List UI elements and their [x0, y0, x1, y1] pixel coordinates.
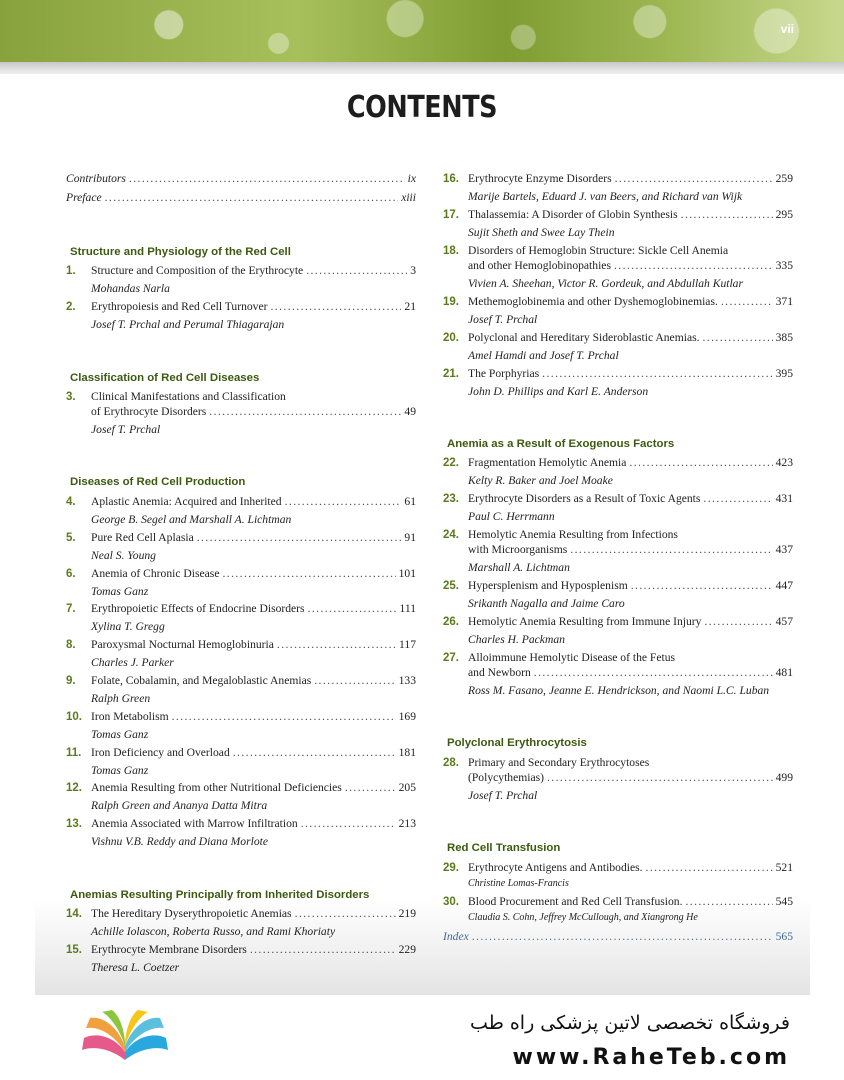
chapter-authors: Achille Iolascon, Roberta Russo, and Rami Khoriaty — [91, 925, 336, 938]
chapter-authors: Tomas Ganz — [91, 764, 149, 777]
chapter-authors: Vivien A. Sheehan, Victor R. Gordeuk, and Abdullah Kutlar — [468, 277, 743, 290]
chapter-authors: Mohandas Narla — [91, 282, 170, 295]
toc-chapter[interactable]: (Polycythemias) ..... 499 — [443, 771, 793, 787]
toc-chapter[interactable]: 2. Erythropoiesis and Red Cell Turnover ..... 21 — [66, 300, 416, 316]
chapter-authors: Charles J. Parker — [91, 656, 174, 669]
chapter-authors: Marije Bartels, Eduard J. van Beers, and Richard van Wijk — [468, 190, 743, 203]
book-logo-icon — [80, 1008, 170, 1068]
toc-chapter[interactable]: 8. Paroxysmal Nocturnal Hemoglobinuria ..... 117 — [66, 638, 416, 654]
section-heading: Red Cell Transfusion — [447, 842, 561, 854]
chapter-authors: Xylina T. Gregg — [91, 620, 165, 633]
chapter-authors: Tomas Ganz — [91, 585, 149, 598]
toc-chapter[interactable]: and Newborn ..... 481 — [443, 666, 793, 682]
chapter-authors: Ralph Green and Ananya Datta Mitra — [91, 799, 268, 812]
toc-chapter[interactable]: 6. Anemia of Chronic Disease ..... 101 — [66, 567, 416, 583]
section-heading: Anemia as a Result of Exogenous Factors — [447, 438, 675, 450]
toc-contributors[interactable]: Contributors ..... ix — [66, 172, 416, 188]
toc-chapter[interactable]: 25. Hypersplenism and Hyposplenism ..... 447 — [443, 579, 793, 595]
chapter-authors: Kelty R. Baker and Joel Moake — [468, 474, 613, 487]
toc-chapter[interactable]: of Erythrocyte Disorders ..... 49 — [66, 405, 416, 421]
section-heading: Anemias Resulting Principally from Inherited Disorders — [70, 889, 370, 901]
page-number: vii — [780, 22, 794, 36]
chapter-authors: Josef T. Prchal — [468, 313, 538, 326]
header-banner — [0, 0, 844, 62]
chapter-authors: Josef T. Prchal — [91, 423, 161, 436]
chapter-authors: Amel Hamdi and Josef T. Prchal — [468, 349, 619, 362]
chapter-authors: Christine Lomas-Francis — [468, 878, 569, 889]
chapter-authors: George B. Segel and Marshall A. Lichtman — [91, 513, 292, 526]
toc-chapter-line1[interactable]: 3. Clinical Manifestations and Classification — [66, 390, 286, 403]
toc-chapter[interactable]: and other Hemoglobinopathies ..... 335 — [443, 259, 793, 275]
chapter-authors: Marshall A. Lichtman — [468, 561, 570, 574]
section-heading: Diseases of Red Cell Production — [70, 476, 246, 488]
chapter-authors: Josef T. Prchal and Perumal Thiagarajan — [91, 318, 285, 331]
toc-chapter[interactable]: 23. Erythrocyte Disorders as a Result of Toxic Agents ..... 431 — [443, 492, 793, 508]
chapter-authors: Srikanth Nagalla and Jaime Caro — [468, 597, 625, 610]
toc-chapter[interactable]: with Microorganisms ..... 437 — [443, 543, 793, 559]
toc-chapter[interactable]: 15. Erythrocyte Membrane Disorders ..... 229 — [66, 943, 416, 959]
header-shadow — [0, 62, 844, 74]
chapter-authors: Ross M. Fasano, Jeanne E. Hendrickson, and Naomi L.C. Luban — [468, 684, 770, 697]
chapter-authors: Claudia S. Cohn, Jeffrey McCullough, and Xiangrong He — [468, 912, 698, 923]
toc-chapter-line1[interactable]: 28. Primary and Secondary Erythrocytoses — [443, 756, 650, 769]
section-heading: Polyclonal Erythrocytosis — [447, 737, 587, 749]
chapter-authors: Vishnu V.B. Reddy and Diana Morlote — [91, 835, 268, 848]
toc-chapter-line1[interactable]: 18. Disorders of Hemoglobin Structure: Sickle Cell Anemia — [443, 244, 729, 257]
chapter-authors: John D. Phillips and Karl E. Anderson — [468, 385, 649, 398]
chapter-authors: Sujit Sheth and Swee Lay Thein — [468, 226, 615, 239]
toc-chapter[interactable]: 13. Anemia Associated with Marrow Infiltration ..... 213 — [66, 817, 416, 833]
chapter-authors: Paul C. Herrmann — [468, 510, 555, 523]
toc-chapter[interactable]: 16. Erythrocyte Enzyme Disorders ..... 259 — [443, 172, 793, 188]
toc-index[interactable]: Index ..... 565 — [443, 930, 793, 946]
toc-chapter[interactable]: 19. Methemoglobinemia and other Dyshemoglobinemias. ..... 371 — [443, 295, 793, 311]
toc-chapter[interactable]: 17. Thalassemia: A Disorder of Globin Synthesis ..... 295 — [443, 208, 793, 224]
toc-chapter[interactable]: 9. Folate, Cobalamin, and Megaloblastic Anemias ..... 133 — [66, 674, 416, 690]
chapter-authors: Josef T. Prchal — [468, 789, 538, 802]
toc-chapter[interactable]: 26. Hemolytic Anemia Resulting from Immune Injury ..... 457 — [443, 615, 793, 631]
chapter-authors: Tomas Ganz — [91, 728, 149, 741]
section-heading: Classification of Red Cell Diseases — [70, 372, 260, 384]
store-url[interactable]: www.RaheTeb.com — [512, 1045, 790, 1070]
toc-chapter[interactable]: 10. Iron Metabolism ..... 169 — [66, 710, 416, 726]
toc-chapter[interactable]: 29. Erythrocyte Antigens and Antibodies. ..... 521 — [443, 861, 793, 877]
toc-preface[interactable]: Preface ..... xiii — [66, 191, 416, 207]
toc-chapter[interactable]: 1. Structure and Composition of the Erythrocyte ..... 3 — [66, 264, 416, 280]
chapter-authors: Theresa L. Coetzer — [91, 961, 180, 974]
toc-chapter[interactable]: 14. The Hereditary Dyserythropoietic Anemias ..... 219 — [66, 907, 416, 923]
toc-chapter[interactable]: 21. The Porphyrias ..... 395 — [443, 367, 793, 383]
toc-chapter[interactable]: 4. Aplastic Anemia: Acquired and Inherited ..... 61 — [66, 495, 416, 511]
chapter-authors: Charles H. Packman — [468, 633, 565, 646]
toc-chapter[interactable]: 22. Fragmentation Hemolytic Anemia ..... 423 — [443, 456, 793, 472]
toc-chapter-line1[interactable]: 24. Hemolytic Anemia Resulting from Infections — [443, 528, 678, 541]
toc-chapter[interactable]: 20. Polyclonal and Hereditary Sideroblastic Anemias. ..... 385 — [443, 331, 793, 347]
toc-chapter-line1[interactable]: 27. Alloimmune Hemolytic Disease of the Fetus — [443, 651, 676, 664]
toc-chapter[interactable]: 12. Anemia Resulting from other Nutritional Deficiencies ..... 205 — [66, 781, 416, 797]
store-name: فروشگاه تخصصی لاتین پزشکی راه طب — [470, 1012, 790, 1034]
chapter-authors: Neal S. Young — [91, 549, 156, 562]
toc-chapter[interactable]: 7. Erythropoietic Effects of Endocrine Disorders ..... 111 — [66, 602, 416, 618]
section-heading: Structure and Physiology of the Red Cell — [70, 246, 291, 258]
page-title: CONTENTS — [346, 90, 498, 125]
chapter-authors: Ralph Green — [91, 692, 151, 705]
toc-chapter[interactable]: 11. Iron Deficiency and Overload ..... 181 — [66, 746, 416, 762]
toc-chapter[interactable]: 30. Blood Procurement and Red Cell Transfusion. ..... 545 — [443, 895, 793, 911]
toc-chapter[interactable]: 5. Pure Red Cell Aplasia ..... 91 — [66, 531, 416, 547]
